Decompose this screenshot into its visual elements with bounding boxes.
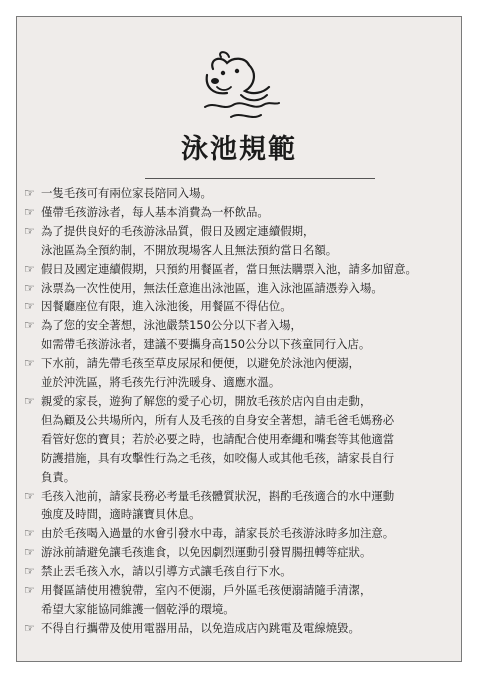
- rule-line: 為了您的安全著想，泳池嚴禁150公分以下者入場，: [41, 318, 302, 333]
- pointing-hand-icon: ☞: [24, 393, 35, 408]
- pointing-hand-icon: ☞: [24, 280, 35, 295]
- pointing-hand-icon: ☞: [24, 318, 35, 333]
- rule-line: 泳池區為全預約制，不開放現場客人且無法預約當日名額。: [41, 242, 338, 257]
- rule-item: [24, 581, 448, 619]
- pointing-hand-icon: ☞: [24, 526, 35, 541]
- pointing-hand-icon: ☞: [24, 564, 35, 579]
- rule-text: [41, 524, 448, 543]
- rule-item: [24, 279, 448, 298]
- rule-item: [24, 562, 448, 581]
- rule-line: 強度及時間，適時讓寶貝休息。: [41, 507, 201, 522]
- rule-text: [41, 260, 448, 279]
- rule-line: 希望大家能協同維護一個乾淨的環境。: [41, 601, 235, 616]
- rule-item: [24, 619, 448, 638]
- rule-text: [41, 203, 448, 222]
- rule-text: [41, 543, 448, 562]
- rule-item: [24, 543, 448, 562]
- rule-line: 不得自行攜帶及使用電器用品，以免造成店內跳電及電線燒毀。: [41, 620, 360, 635]
- rule-line: 如需帶毛孩游泳者，建議不要攜身高150公分以下孩童同行入店。: [41, 337, 371, 352]
- rule-text: [41, 222, 448, 260]
- rule-line: 但為顧及公共場所內，所有人及毛孩的自身安全著想，請毛爸毛媽務必: [41, 412, 395, 427]
- pointing-hand-icon: ☞: [24, 204, 35, 219]
- rule-line: 僅帶毛孩游泳者，每人基本消費為一杯飲品。: [41, 204, 269, 219]
- rule-line: 負責。: [41, 469, 76, 484]
- rule-text: [41, 316, 448, 354]
- page-title: 泳池規範: [181, 134, 297, 165]
- title-divider: [145, 178, 375, 179]
- rule-line: 因餐廳座位有限，進入泳池後，用餐區不得佔位。: [41, 299, 292, 314]
- rule-item: [24, 487, 448, 525]
- rule-text: [41, 354, 448, 392]
- rule-text: [41, 297, 448, 316]
- rule-line: 下水前，請先帶毛孩至草皮尿尿和便便，以避免於泳池內便溺，: [41, 356, 360, 371]
- rule-text: [41, 562, 448, 581]
- rule-text: [41, 279, 448, 298]
- rule-line: 親愛的家長，遊狗了解您的愛子心切，開放毛孩於店內自由走動，: [41, 393, 372, 408]
- rule-item: [24, 203, 448, 222]
- pointing-hand-icon: ☞: [24, 261, 35, 276]
- rule-item: [24, 260, 448, 279]
- rule-line: 為了提供良好的毛孩游泳品質，假日及國定連續假期，: [41, 223, 315, 238]
- rule-text: [41, 184, 448, 203]
- rule-line: 毛孩入池前，請家長務必考量毛孩體質狀況，斟酌毛孩適合的水中運動: [41, 488, 395, 503]
- rule-line: 泳票為一次性使用，無法任意進出泳池區，進入泳池區請憑券入場。: [41, 280, 383, 295]
- pointing-hand-icon: ☞: [24, 186, 35, 200]
- rule-item: [24, 354, 448, 392]
- pointing-hand-icon: ☞: [24, 620, 35, 635]
- pointing-hand-icon: ☞: [24, 545, 35, 560]
- rule-line: 並於沖洗區，將毛孩先行沖洗暖身、適應水溫。: [41, 375, 281, 390]
- rule-line: 假日及國定連續假期，只預約用餐區者，當日無法購票入池，請多加留意。: [41, 261, 417, 276]
- rules-list: [24, 184, 448, 638]
- rule-item: [24, 222, 448, 260]
- rule-item: [24, 316, 448, 354]
- pointing-hand-icon: ☞: [24, 356, 35, 371]
- pointing-hand-icon: ☞: [24, 223, 35, 238]
- rule-item: [24, 392, 448, 487]
- rule-text: [41, 619, 448, 638]
- rule-line: 用餐區請使用禮貌帶，室內不便溺，戶外區毛孩便溺請隨手清潔，: [41, 583, 372, 598]
- rule-item: [24, 524, 448, 543]
- rule-line: 一隻毛孩可有兩位家長陪同入場。: [41, 186, 212, 200]
- pointing-hand-icon: ☞: [24, 583, 35, 598]
- rule-text: [41, 487, 448, 525]
- rule-line: 防護措施，具有攻擊性行為之毛孩，如咬傷人或其他毛孩，請家長自行: [41, 450, 395, 465]
- swimming-dog-icon: [201, 51, 281, 123]
- rule-line: 由於毛孩喝入過量的水會引發水中毒，請家長於毛孩游泳時多加注意。: [41, 526, 395, 541]
- pointing-hand-icon: ☞: [24, 488, 35, 503]
- rule-text: [41, 392, 448, 487]
- rule-line: 看管好您的寶貝；若於必要之時，也請配合使用牽繩和嘴套等其他適當: [41, 431, 395, 446]
- rule-item: [24, 297, 448, 316]
- rule-item: [24, 184, 448, 203]
- pointing-hand-icon: ☞: [24, 299, 35, 314]
- rule-line: 游泳前請避免讓毛孩進食，以免因劇烈運動引發胃腸扭轉等症狀。: [41, 545, 372, 560]
- rule-line: 禁止丟毛孩入水，請以引導方式讓毛孩自行下水。: [41, 564, 292, 579]
- rule-text: [41, 581, 448, 619]
